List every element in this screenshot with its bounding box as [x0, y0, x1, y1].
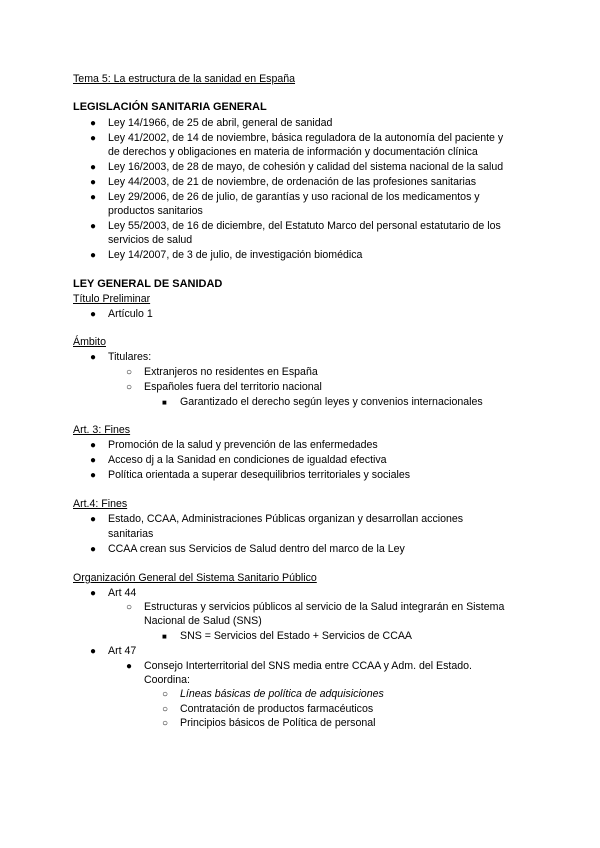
- list-item-continuation: de derechos y obligaciones en materia de información y documentación clínica: [108, 146, 478, 158]
- list-item: Titulares:: [108, 351, 152, 363]
- bullet-disc: ●: [90, 544, 97, 555]
- art4-heading: Art.4: Fines: [73, 498, 128, 510]
- bullet-disc: ●: [90, 440, 97, 451]
- bullet-circle: ○: [162, 704, 169, 715]
- art3-heading: Art. 3: Fines: [73, 424, 131, 436]
- list-item: Art 47: [108, 645, 137, 657]
- bullet-disc: ●: [90, 250, 97, 261]
- bullet-square: ■: [162, 398, 167, 407]
- list-item: Ley 29/2006, de 26 de julio, de garantías y uso racional de los medicamentos y: [108, 191, 480, 203]
- list-item: Ley 44/2003, de 21 de noviembre, de ordenación de las profesiones sanitarias: [108, 176, 477, 188]
- list-item: Promoción de la salud y prevención de las enfermedades: [108, 439, 378, 451]
- list-item: Acceso dj a la Sanidad en condiciones de igualdad efectiva: [108, 454, 387, 466]
- bullet-disc: ●: [90, 162, 97, 173]
- bullet-disc: ●: [90, 309, 97, 320]
- list-item: Política orientada a superar desequilibrios territoriales y sociales: [108, 469, 411, 481]
- bullet-circle: ○: [126, 382, 133, 393]
- list-item: Ley 14/1966, de 25 de abril, general de sanidad: [108, 117, 333, 129]
- list-item: CCAA crean sus Servicios de Salud dentro del marco de la Ley: [108, 543, 405, 555]
- bullet-disc: ●: [90, 588, 97, 599]
- bullet-square: ■: [162, 632, 167, 641]
- list-item-continuation: Nacional de Salud (SNS): [144, 615, 262, 627]
- list-item: SNS = Servicios del Estado + Servicios de CCAA: [180, 630, 412, 642]
- bullet-disc: ●: [126, 661, 133, 672]
- list-item: Artículo 1: [108, 308, 153, 320]
- ley-general-heading: LEY GENERAL DE SANIDAD: [73, 278, 223, 290]
- list-item: Ley 14/2007, de 3 de julio, de investigación biomédica: [108, 249, 363, 261]
- list-item-continuation: productos sanitarios: [108, 205, 203, 217]
- list-item: Estado, CCAA, Administraciones Públicas organizan y desarrollan acciones: [108, 513, 464, 525]
- organizacion-heading: Organización General del Sistema Sanitario Público: [73, 572, 317, 584]
- bullet-disc: ●: [90, 514, 97, 525]
- list-item-continuation: sanitarias: [108, 528, 154, 540]
- bullet-disc: ●: [90, 646, 97, 657]
- bullet-disc: ●: [90, 352, 97, 363]
- bullet-circle: ○: [126, 602, 133, 613]
- list-item: Consejo Interterritorial del SNS media entre CCAA y Adm. del Estado.: [144, 660, 472, 672]
- bullet-disc: ●: [90, 221, 97, 232]
- list-item-continuation: Coordina:: [144, 674, 190, 686]
- list-item: Garantizado el derecho según leyes y convenios internacionales: [180, 396, 483, 408]
- list-item: Extranjeros no residentes en España: [144, 366, 318, 378]
- bullet-disc: ●: [90, 118, 97, 129]
- titulo-preliminar: Título Preliminar: [73, 293, 151, 305]
- bullet-disc: ●: [90, 133, 97, 144]
- bullet-disc: ●: [90, 177, 97, 188]
- bullet-circle: ○: [126, 367, 133, 378]
- list-item: Estructuras y servicios públicos al servicio de la Salud integrarán en Sistema: [144, 601, 505, 613]
- list-item: Art 44: [108, 587, 137, 599]
- bullet-disc: ●: [90, 470, 97, 481]
- bullet-disc: ●: [90, 455, 97, 466]
- list-item: Ley 16/2003, de 28 de mayo, de cohesión y calidad del sistema nacional de la salud: [108, 161, 504, 173]
- bullet-circle: ○: [162, 718, 169, 729]
- list-item: Españoles fuera del territorio nacional: [144, 381, 322, 393]
- ambito-heading: Ámbito: [73, 336, 106, 348]
- list-item: Principios básicos de Política de personal: [180, 717, 376, 729]
- list-item: Ley 55/2003, de 16 de diciembre, del Estatuto Marco del personal estatutario de los: [108, 220, 501, 232]
- list-item-continuation: servicios de salud: [108, 234, 193, 246]
- bullet-circle: ○: [162, 689, 169, 700]
- list-item: Líneas básicas de política de adquisiciones: [180, 688, 384, 700]
- bullet-disc: ●: [90, 192, 97, 203]
- list-item: Ley 41/2002, de 14 de noviembre, básica reguladora de la autonomía del paciente y: [108, 132, 504, 144]
- document-title: Tema 5: La estructura de la sanidad en España: [73, 73, 296, 85]
- legislacion-heading: LEGISLACIÓN SANITARIA GENERAL: [73, 101, 267, 113]
- list-item: Contratación de productos farmacéuticos: [180, 703, 374, 715]
